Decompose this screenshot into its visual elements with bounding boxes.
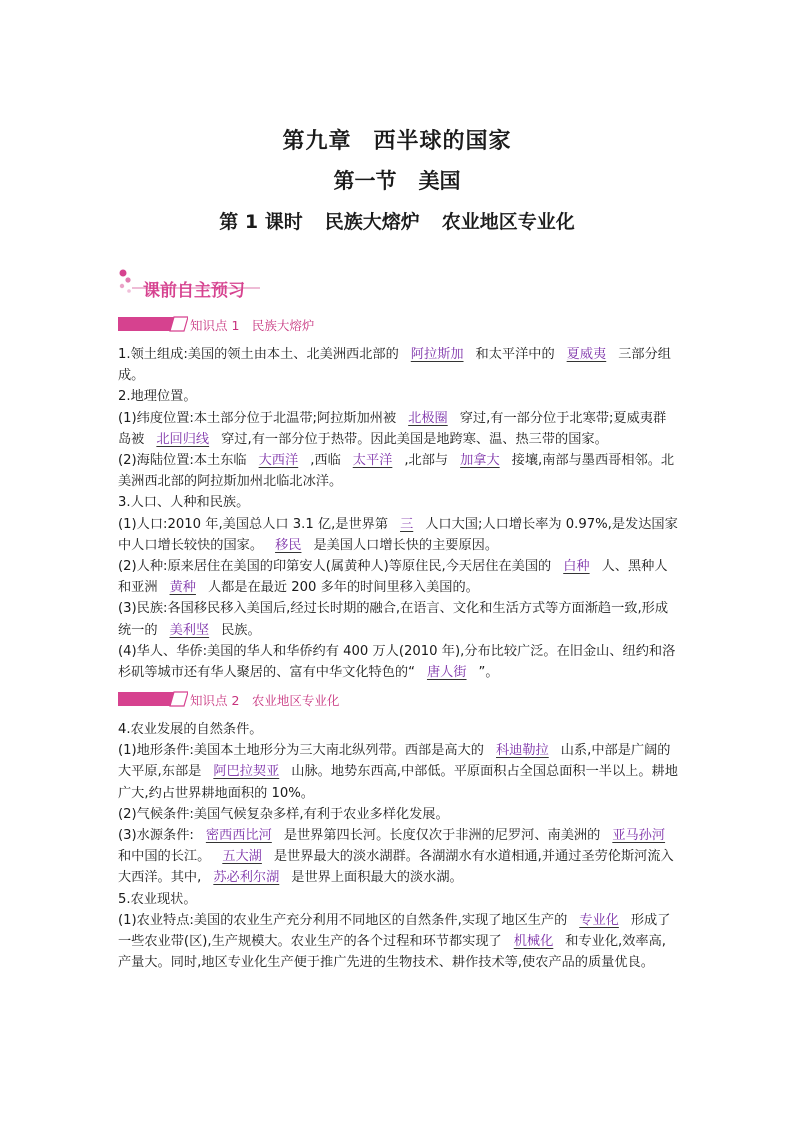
- answer-blank: 三: [400, 516, 414, 532]
- lesson-topic-2: 农业地区专业化: [441, 211, 575, 233]
- lesson-title: [0, 207, 794, 234]
- answer-blank: 白种: [563, 559, 590, 575]
- question-4-2: (2)气候条件:美国气候复杂多样,有利于农业多样化发展。: [118, 806, 449, 822]
- answer-blank: 加拿大: [460, 453, 500, 469]
- answer-blank: 移民: [275, 537, 302, 553]
- question-3-1: (1)人口:2010 年,美国总人口 3.1 亿,是世界第 三 人口大国;人口增长率为 0.97%,是发达国家中人口增长较快的国家。 移民 是美国人口增长快的主要原因。: [118, 516, 678, 553]
- answer-blank: 阿拉斯加: [410, 347, 464, 362]
- chapter-name: 西半球的国家: [373, 129, 512, 154]
- answer-blank: 亚马孙河: [612, 828, 666, 844]
- answer-blank: 北回归线: [156, 431, 210, 447]
- answer-blank: 专业化: [579, 912, 619, 928]
- answer-blank: 夏威夷: [566, 347, 607, 362]
- question-5-1: (1)农业特点:美国的农业生产充分利用不同地区的自然条件,实现了地区生产的 专业化 形成了一些农业带(区),生产规模大。农业生产的各个过程和环节都实现了 机械化 和专业化,效率高,产量大。同时,地区专业化生产便于推广先进的生物技术、耕作技术等,使农产品的质量优良。: [118, 912, 671, 971]
- answer-blank: 苏必利尔湖: [213, 870, 280, 886]
- knowledge-point-1-content: [118, 344, 678, 683]
- question-3-4: (4)华人、华侨:美国的华人和华侨约有 400 万人(2010 年),分布比较广泛。在旧金山、纽约和洛杉矶等城市还有华人聚居的、富有中华文化特色的“ 唐人街 ”。: [118, 643, 676, 681]
- lesson-topic-1: 民族大熔炉: [324, 211, 420, 233]
- preview-title: 课前自主预习: [143, 281, 245, 301]
- question-2-2: (2)海陆位置:本土东临 大西洋 ,西临 太平洋 ,北部与 加拿大 接壤,南部与墨西哥相邻。北美洲西北部的阿拉斯加州北临北冰洋。: [118, 453, 675, 490]
- knowledge-point-tag-icon: [118, 314, 188, 334]
- knowledge-point-2-content: [118, 719, 678, 973]
- answer-blank: 黄种: [169, 580, 196, 596]
- question-3-2: (2)人种:原来居住在美国的印第安人(属黄种人)等原住民,今天居住在美国的 白种 人、黑种人和亚洲 黄种 人都是在最近 200 多年的时间里移入美国的。: [118, 559, 668, 596]
- answer-blank: 大西洋: [258, 453, 299, 469]
- answer-blank: 美利坚: [169, 622, 210, 638]
- knowledge-point-tag-icon: [118, 689, 188, 709]
- question-3-title: 3.人口、人种和民族。: [118, 495, 250, 511]
- question-3-3: (3)民族:各国移民移入美国后,经过长时期的融合,在语言、文化和生活方式等方面渐趋一致,形成统一的 美利坚 民族。: [118, 601, 669, 638]
- answer-blank: 唐人街: [426, 665, 467, 681]
- lesson-number: 第 1 课时: [219, 211, 303, 233]
- knowledge-point-2-label: 知识点 2 农业地区专业化: [190, 693, 340, 708]
- chapter-title: [0, 124, 794, 155]
- question-2-title: 2.地理位置。: [118, 389, 197, 405]
- answer-blank: 太平洋: [352, 453, 393, 469]
- answer-blank: 北极圈: [408, 410, 448, 426]
- knowledge-point-1-label: 知识点 1 民族大熔炉: [190, 318, 315, 333]
- section-title: [0, 165, 794, 195]
- chapter-number: 第九章: [282, 129, 352, 154]
- answer-blank: 密西西比河: [205, 828, 272, 844]
- answer-blank: 科迪勒拉: [496, 743, 549, 759]
- answer-blank: 机械化: [513, 934, 554, 950]
- question-1: 1.领土组成:美国的领土由本土、北美洲西北部的 阿拉斯加 和太平洋中的 夏威夷 三部分组成。: [118, 347, 671, 384]
- question-4-title: 4.农业发展的自然条件。: [118, 722, 263, 737]
- answer-blank: 五大湖: [222, 849, 262, 865]
- question-5-title: 5.农业现状。: [118, 891, 197, 907]
- answer-blank: 阿巴拉契亚: [213, 764, 280, 780]
- question-4-3: (3)水源条件: 密西西比河 是世界第四长河。长度仅次于非洲的尼罗河、南美洲的 亚马孙河和中国的长江。 五大湖 是世界最大的淡水湖群。各湖湖水有水道相通,并通过圣劳伦斯河流入大西洋。其中, 苏必利尔湖 是世界上面积最大的淡水湖。: [118, 825, 678, 889]
- section-number: 第一节: [333, 169, 397, 193]
- section-name: 美国: [418, 169, 461, 193]
- question-4-1: (1)地形条件:美国本土地形分为三大南北纵列带。西部是高大的 科迪勒拉 山系,中部是广阔的大平原,东部是 阿巴拉契亚 山脉。地势东西高,中部低。平原面积占全国总面积一半以上。耕地广大,约占世界耕地面积的 10%。: [118, 743, 678, 801]
- question-2-1: (1)纬度位置:本土部分位于北温带;阿拉斯加州被 北极圈 穿过,有一部分位于北寒带;夏威夷群岛被 北回归线 穿过,有一部分位于热带。因此美国是地跨寒、温、热三带的国家。: [118, 410, 667, 447]
